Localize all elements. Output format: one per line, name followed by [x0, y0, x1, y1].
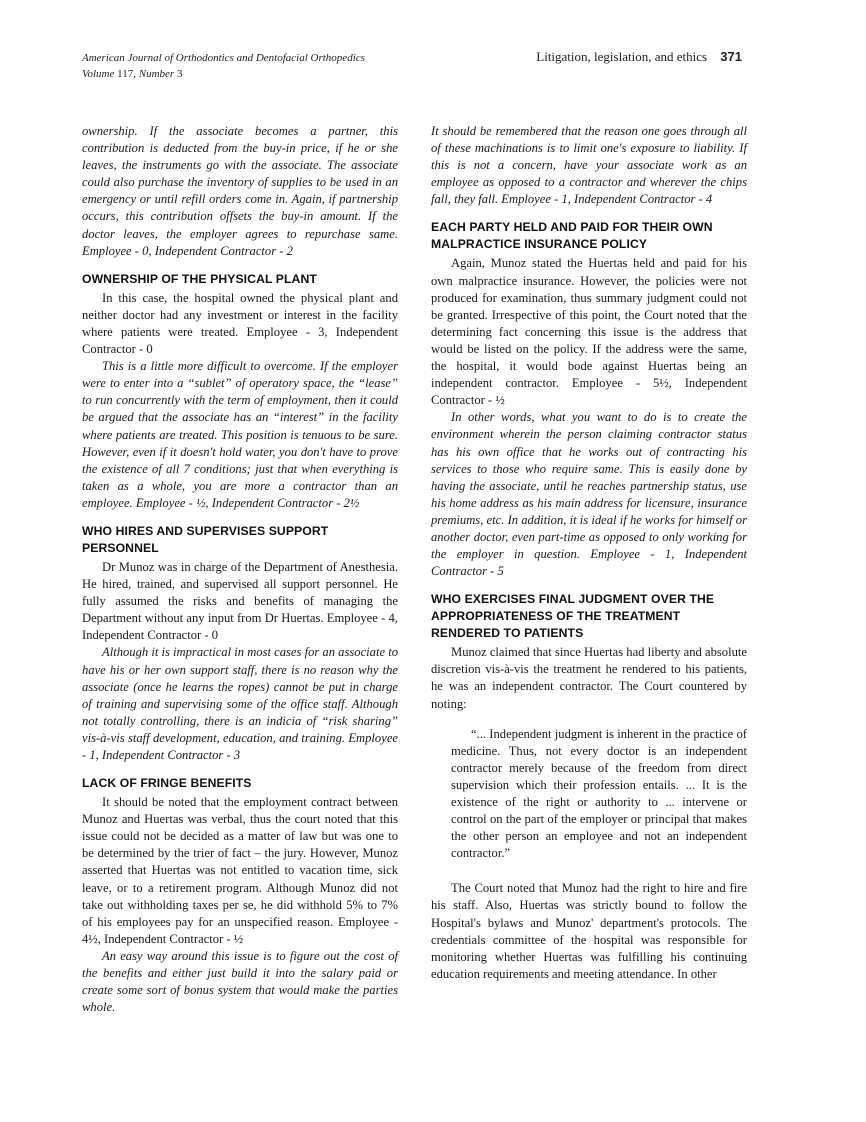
right-column: [431, 123, 747, 983]
section-title: Litigation, legislation, and ethics: [536, 49, 708, 64]
volume-number: 117: [117, 68, 134, 80]
page-number: 371: [720, 49, 742, 64]
paragraph: It should be noted that the employment contract between Munoz and Huertas was verbal, thus the court noted that this issue could not be decided as a matter of law but was one to be determined by the trier of fact – the jury. However, Munoz asserted that Huertas was not entitled to vacation time, sick leave, or to a retirement program. Although Munoz did not take out withholding taxes per se, he did withhold 5% to 7% of his employees pay for an unspecified reason. Employee - 4½, Independent Contractor - ½: [82, 795, 398, 946]
issue-number: 3: [176, 68, 183, 80]
volume-line: Volume 117, Number 3: [82, 68, 183, 80]
paragraph: Again, Munoz stated the Huertas held and paid for his own malpractice insurance. However, the policies were not produced for examination, thus summary judgment could not be granted. Irrespective of this point, the Court noted that the determining fact concerning this issue is the address that would be listed on the policy. If the address were the same, the hospital, it would bode against Huertas being an independent contractor. Employee - 5½, Independent Contractor - ½: [431, 256, 747, 408]
running-header-left: [82, 50, 365, 82]
paragraph: Dr Munoz was in charge of the Department of Anesthesia. He hired, trained, and supervised all support personnel. He fully assumed the risks and benefits of managing the Department without any input from Dr Huertas. Employee - 4, Independent Contractor - 0: [82, 559, 398, 643]
paragraph: An easy way around this issue is to figure out the cost of the benefits and either just build it into the salary paid or create some sort of bonus system that would make the parties whole.: [82, 948, 398, 1015]
paragraph: Although it is impractical in most cases for an associate to have his or her own support staff, there is no reason why the associate (once he learns the ropes) cannot be put in charge of training and supervising some of the office staff. Although not totally controlling, there is an indicia of “risk sharing” vis-à-vis staff development, education, and training. Employee - 1, Independent Contractor - 3: [82, 645, 398, 762]
running-header-right: [536, 49, 742, 65]
paragraph: It should be remembered that the reason one goes through all of these machinations is to limit one's exposure to liability. If this is not a concern, have your associate work as an employee as opposed to a contractor and wherever the chips fall, they fall. Employee - 1, Independent Contractor - 4: [431, 124, 747, 207]
section-heading-malpractice: EACH PARTY HELD AND PAID FOR THEIR OWN MALPRACTICE INSURANCE POLICY: [431, 220, 713, 252]
paragraph: The Court noted that Munoz had the right to hire and fire his staff. Also, Huertas was strictly bound to follow the Hospital's bylaws and Munoz' department's protocols. The credentials committee of the hospital was responsible for monitoring whether Huertas was fulfilling his continuing education requirements and meeting attendance. In other: [431, 881, 747, 981]
section-heading-support-personnel: WHO HIRES AND SUPERVISES SUPPORT PERSONNEL: [82, 523, 329, 555]
paragraph: This is a little more difficult to overcome. If the employer were to enter into a “sublet” of operatory space, the “lease” to run concurrently with the term of employment, then it could be argued that the associate has an “interest” in the facility where patients are treated. This position is tenuous to be sure. However, even if it doesn't hold water, you don't have to prove the existence of all 7 conditions; just that when everything is taken as a whole, you are more a contractor than an employee. Employee - ½, Independent Contractor - 2½: [82, 359, 398, 510]
section-heading-ownership: OWNERSHIP OF THE PHYSICAL PLANT: [82, 271, 317, 286]
paragraph: Munoz claimed that since Huertas had liberty and absolute discretion vis-à-vis the treatment he rendered to his patients, he was an independent contractor. The Court countered by noting:: [431, 645, 747, 711]
left-column: [82, 123, 398, 1016]
paragraph: In other words, what you want to do is to create the environment wherein the person claiming contractor status has his own office that he works out of contracting his services to those who require same. This is easily done by having the associate, until he reaches partnership status, use his home address as his main address for licensure, insurance premiums, etc. In addition, it is ideal if he works for himself or another doctor, even part-time as opposed to only working for the employer in question. Employee - 1, Independent Contractor - 5: [431, 410, 747, 579]
paragraph: ownership. If the associate becomes a partner, this contribution is deducted from the buy-in price, if he or she leaves, the instruments go with the associate. The associate could also purchase the inventory of supplies to be used in an emergency or until refill orders come in. Again, if partnership occurs, this contribution offsets the buy-in amount. If the doctor leaves, the employer agrees to repurchase same. Employee - 0, Independent Contractor - 2: [82, 124, 398, 258]
block-quote: “... Independent judgment is inherent in the practice of medicine. Thus, not every doctor is an independent contractor merely because of the freedom from direct supervision which their profession entails. ... It is the existence of the right or authority to ... intervene or control on the part of the employer or principal that makes the other person an employee and not an independent contractor.”: [451, 726, 747, 861]
section-heading-final-judgment: WHO EXERCISES FINAL JUDGMENT OVER THE APPROPRIATENESS OF THE TREATMENT RENDERED TO PATIENTS: [431, 592, 715, 641]
journal-title: American Journal of Orthodontics and Dentofacial Orthopedics: [82, 52, 365, 64]
paragraph: In this case, the hospital owned the physical plant and neither doctor had any investment or interest in the facility where patients were treated. Employee - 3, Independent Contractor - 0: [82, 290, 398, 357]
section-heading-fringe-benefits: LACK OF FRINGE BENEFITS: [82, 776, 252, 791]
